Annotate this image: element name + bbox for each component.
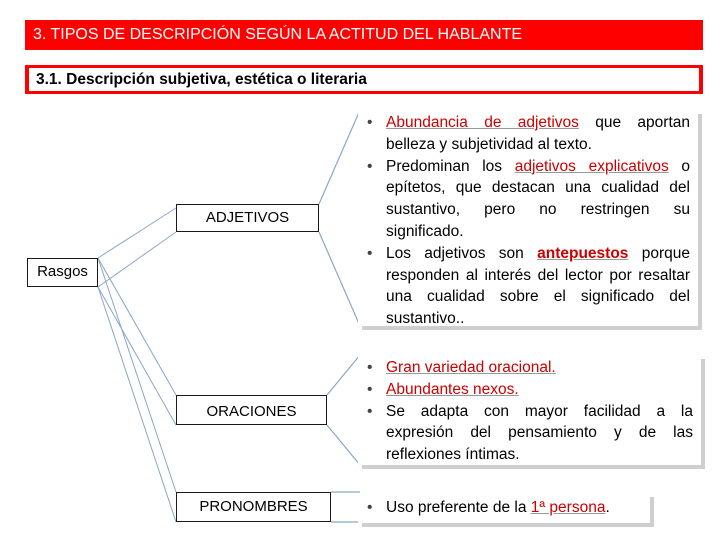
connector-adjetivos-panel-a bbox=[319, 110, 360, 204]
bullet-text: Predominan los bbox=[386, 157, 515, 175]
bullet-text: Se adapta con mayor facilidad a la expresión del pensamiento y de las reflexiones íntimas. bbox=[386, 402, 693, 464]
highlighted-text: adjetivos explicativos bbox=[514, 157, 669, 175]
connector-oraciones-panel-a bbox=[327, 355, 360, 395]
section-heading: 3.1. Descripción subjetiva, estética o literaria bbox=[29, 68, 699, 91]
pronombres-bullet-list bbox=[358, 497, 642, 519]
pronombres-detail-panel bbox=[358, 493, 650, 523]
bullet-text: que aportan belleza y subjetividad al texto. bbox=[386, 114, 691, 153]
bullet-text: . bbox=[605, 499, 610, 516]
bullet-item bbox=[358, 112, 690, 156]
highlighted-text: Abundancia de adjetivos bbox=[386, 114, 579, 131]
connector-rasgos-adjetivos-a bbox=[98, 208, 176, 258]
bullet-item bbox=[358, 243, 690, 330]
bullet-text: Los adjetivos son bbox=[386, 244, 538, 262]
branch-node-pronombres: PRONOMBRES bbox=[176, 492, 331, 522]
adjetivos-bullet-list bbox=[358, 112, 690, 330]
bullet-text: o epítetos, que destacan una cualidad del sustantivo, pero no restringen su significado. bbox=[386, 157, 690, 240]
highlighted-text: 1ª persona bbox=[530, 499, 606, 516]
highlighted-text: Abundantes nexos. bbox=[386, 380, 519, 398]
connector-adjetivos-panel-b bbox=[319, 232, 360, 326]
oraciones-bullet-list bbox=[358, 357, 693, 466]
bullet-text: porque responden al interés del lector por resaltar una cualidad sobre el significado del sustantivo.. bbox=[386, 244, 690, 328]
oraciones-detail-panel bbox=[358, 355, 701, 465]
root-node-rasgos: Rasgos bbox=[27, 258, 98, 287]
highlighted-text: antepuestos bbox=[537, 244, 629, 262]
branch-node-adjetivos: ADJETIVOS bbox=[176, 204, 319, 232]
branch-node-oraciones: ORACIONES bbox=[176, 395, 327, 425]
highlighted-text: Gran variedad oracional. bbox=[386, 359, 556, 376]
connector-oraciones-panel-b bbox=[327, 425, 360, 465]
bullet-text: Uso preferente de la bbox=[386, 499, 531, 516]
adjetivos-detail-panel bbox=[358, 110, 698, 326]
bullet-item bbox=[358, 379, 693, 401]
bullet-item bbox=[358, 497, 642, 519]
slide-title: 3. TIPOS DE DESCRIPCIÓN SEGÚN LA ACTITUD DEL HABLANTE bbox=[25, 20, 703, 50]
bullet-item bbox=[358, 156, 690, 243]
bullet-item bbox=[358, 401, 693, 466]
bullet-item bbox=[358, 357, 693, 379]
